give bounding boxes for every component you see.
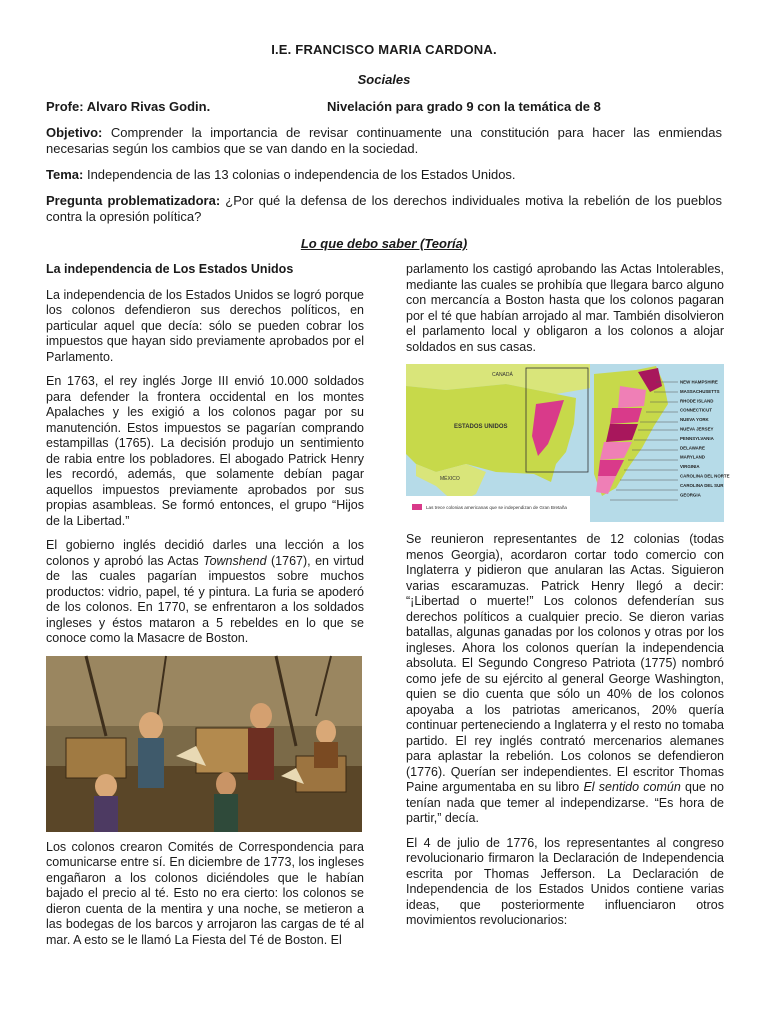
objective-text: Comprender la importancia de revisar continuamente una constitución para hacer las enmiendas necesarias según los cambios que se van dando en la sociedad. — [46, 125, 722, 156]
question-paragraph — [46, 193, 722, 225]
boston-tea-party-illustration — [46, 656, 362, 832]
question-text: ¿Por qué la defensa de los derechos individuales motiva la rebelión de los pueblos contra la opresión política? — [46, 193, 722, 224]
map-colony-label: VIRGINIA — [680, 464, 700, 470]
map-colony-label: DELAWARE — [680, 445, 705, 451]
map-colony-label: NUEVA JERSEY — [680, 426, 714, 432]
paragraph: La independencia de los Estados Unidos se logró porque los colonos defendieron sus derechos políticos, en particular aquel que decía: sólo se pueden cobrar los impuestos que hayan sido previamente aprobados por el Parlamento. — [46, 287, 364, 364]
legend-swatch — [412, 504, 422, 510]
column-heading: La independencia de Los Estados Unidos — [46, 262, 294, 276]
subject-title: Sociales — [357, 72, 411, 87]
left-column — [46, 262, 364, 957]
map-colony-label: CAROLINA DEL NORTE — [680, 473, 730, 479]
paragraph: Los colonos crearon Comités de Correspondencia para comunicarse entre sí. En diciembre de 1773, los ingleses engañaron a los colonos diciéndoles que le habían bajado el precio al té. Esto no era cierto: los colonos se dieron cuenta de la mentira y una noche, se metieron a las bodegas de los barcos y arrojaron las cargas de té al mar. A esto se le llamó La Fiesta del Té de Boston. El — [46, 839, 364, 947]
text-run-italic: Townshend — [203, 553, 267, 568]
map-colony-label: CONNECTICUT — [680, 407, 712, 413]
text-run: que no tenían nada que temer al independizarse. “Es hora de partir,” decía. — [406, 780, 724, 825]
map-colony-label: NEW HAMPSHIRE — [680, 379, 718, 385]
theme-text: Independencia de las 13 colonias o independencia de los Estados Unidos. — [86, 167, 516, 182]
map-colony-label: PENNSYLVANIA — [680, 435, 714, 441]
theme-label: Tema: — [46, 167, 84, 182]
map-art — [406, 364, 730, 522]
map-colony-label: MASSACHUSETTS — [680, 388, 720, 394]
text-run: Se reunieron representantes de 12 colonias (todas menos Georgia), acordaron cortar todo comercio con Inglaterra y pidieron que anularan las Actas. Siguieron varias escaramuzas. Patrick Henry llegó a decir: “¡Libertad o muerte!” Los colonos defenderían sus derechos políticos a cualquier precio. Se dieron varias batallas, algunas ganadas por los colonos y otras por los ingleses. Ahora los colonos querían la independencia absoluta. El Segundo Congreso Patriota (1775) nombró como jefe de su ejército al general George Washington, quien se dio cuenta que sólo un 40% de los colonos apoyaba a los patriotas americanos, 20% quería continuar perteneciendo a Inglaterra y el resto no tomaba partido. El rey inglés contrató mercenarios alemanes para aplastar la rebelión. Los colonos se defendieron (1776). Querían ser independientes. El escritor Thomas Paine argumentaba en su libro — [406, 532, 724, 794]
thirteen-colonies-map — [406, 364, 730, 522]
map-colony-label: MARYLAND — [680, 454, 705, 460]
paragraph — [46, 538, 364, 647]
map-colony-label: NUEVA YORK — [680, 417, 709, 423]
text-run: El gobierno inglés decidió darles una lección a los colonos y aprobó las Actas — [46, 538, 364, 568]
paragraph: parlamento los castigó aprobando las Actas Intolerables, mediante las cuales se prohibía que llegara barco alguno con mercancía a Boston hasta que los colonos pagaran por el té que habían arrojado al mar. También disolvieron el parlamento local y obligaron a los colonos a alojar soldados en sus casas. — [406, 262, 724, 354]
paragraph — [406, 532, 724, 827]
theme-paragraph — [46, 167, 722, 183]
grade-level: Nivelación para grado 9 con la temática de 8 — [327, 99, 601, 114]
map-colony-label: GEORGIA — [680, 492, 701, 498]
objective-label: Objetivo: — [46, 125, 103, 140]
map-colony-label: RHODE ISLAND — [680, 398, 714, 404]
teacher-name: Profe: Alvaro Rivas Godin. — [46, 99, 211, 114]
right-column — [406, 262, 730, 938]
map-label-mexico: MÉXICO — [440, 476, 460, 482]
section-title: Lo que debo saber (Teoría) — [300, 236, 468, 251]
text-run-italic: El sentido común — [583, 780, 681, 794]
map-colony-label: CAROLINA DEL SUR — [680, 482, 724, 488]
map-label-usa: ESTADOS UNIDOS — [454, 424, 508, 430]
paragraph: En 1763, el rey inglés Jorge III envió 10.000 soldados para defender la frontera occidental en los montes Apalaches y les exigió a los colonos pagar por su manutención. Estos impuestos se pagarían comprando estampillas (1765). La decisión produjo un sentimiento de rabia entre los pobladores. El abogado Patrick Henry les recordó, además, que solamente debían pagar aquellos impuestos previamente aprobados por sus propias asambleas. Se formó entonces, el grupo “Hijos de la Libertad.” — [46, 374, 364, 528]
question-label: Pregunta problematizadora: — [46, 193, 221, 208]
illustration-art — [46, 656, 362, 832]
map-label-canada: CANADÁ — [492, 372, 513, 378]
paragraph: El 4 de julio de 1776, los representantes al congreso revolucionario firmaron la Declaración de Independencia escrita por Thomas Jefferson. La Declaración de Independencia de los Estados Unidos contiene varias ideas, que posteriormente influenciaron otros movimientos revolucionarios: — [406, 835, 724, 927]
objective-paragraph — [46, 125, 722, 157]
school-name: I.E. FRANCISCO MARIA CARDONA. — [271, 42, 497, 57]
text-run: (1767), en virtud de las cuales pagarían impuestos sobre muchos productos: vidrio, papel, té y pintura. La furia se apoderó de los colonos. En 1770, se enfrentaron a los soldados ingleses y éstos mataron a 5 rebeldes en lo que se conoce como la Masacre de Boston. — [46, 553, 364, 645]
map-legend: Las trece colonias americanas que se independizan de Gran Bretaña — [426, 505, 567, 510]
